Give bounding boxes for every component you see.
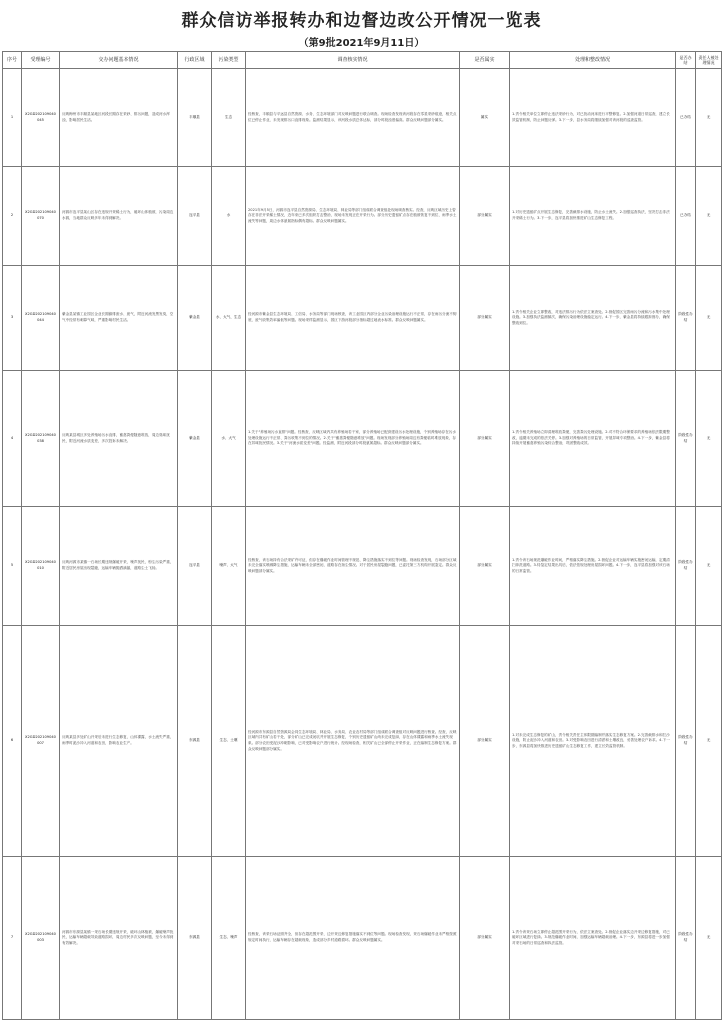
- cell-pollution-type: 噪声、大气: [212, 507, 246, 626]
- cell-closed: 阶段性办结: [676, 507, 696, 626]
- table-row: [3, 167, 722, 266]
- cell-pollution-type: 生态、噪声: [212, 857, 246, 1020]
- header-problem: 交办问题基本情况: [60, 52, 178, 69]
- cell-handling: 1.责令相关企业立即整改，对违法排污行为依法立案查处。2.督促园区完善雨污分流和污水集中处理设施。3.加强执法监测频次，确保污染治理设施稳定运行。4.下一步，紫金县将持续跟踪督办，确保整改到位。: [510, 266, 676, 371]
- cell-seq: 6: [3, 626, 22, 857]
- cell-handling: 1.对未完成生态修复的矿山，责令相关责任主体限期编制并落实生态修复方案。2.完善截排水和拦沙设施，防止泥沙冲入河道和农田。3.对受影响农田进行清淤和土壤改良，妥善处理农户诉求。4.下一步，东源县将加快推进历史遗留矿山生态修复工作，建立长效监管机制。: [510, 626, 676, 857]
- page-title: 群众信访举报转办和边督边改公开情况一览表: [181, 11, 542, 31]
- cell-pollution-type: 水、大气、生态: [212, 266, 246, 371]
- cell-accountability: 无: [696, 266, 722, 371]
- cell-closed: 已办结: [676, 69, 696, 167]
- cell-problem: 反映梅州市丰顺县某地区河段长期存在采砂、排污问题，造成河水浑浊，影响居民生活。: [60, 69, 178, 167]
- cell-closed: 阶段性办结: [676, 857, 696, 1020]
- cell-seq: 4: [3, 371, 22, 507]
- cell-investigation: 2021年9月5日，河源市连平县自然资源局、生态环境局、林业局等部门组成联合调查组赴现场调查核实。经查，反映区域历史上曾存在非法开采稀土情况，近年来已多次组织打击整治，现场未发现正在开采行为。部分历史遗留矿点存在植被恢复不到位、雨季水土流失等问题，周边水体氨氮指标偶有超标。群众反映问题属实。: [246, 167, 460, 266]
- header-case-no: 受理编号: [22, 52, 60, 69]
- cell-case-no: X2GD202109040007: [22, 626, 60, 857]
- cell-verified: 部分属实: [460, 626, 510, 857]
- cell-investigation: 经河源市紫金县生态环境局、工信局、水务局等部门现场核查，该工业园区内部分企业污染治理设施运行不正常，存在雨污分流不彻底、废气收集效率偏低等问题。现场采样监测显示，园区下游河段部分指标超过地表水标准。群众反映问题属实。: [246, 266, 460, 371]
- cell-problem: 反映某县多处矿山开采后未进行生态修复，山体裸露，水土流失严重，雨季时泥沙冲入河道和农田，影响农业生产。: [60, 626, 178, 857]
- cell-pollution-type: 水: [212, 167, 246, 266]
- table-row: [3, 857, 722, 1020]
- cell-handling: 1.责令该采石场立即停止超范围开采行为，依法立案查处。2.督促企业落实边开采边修复措施，对已破坏区域进行复绿。3.规范爆破作业时间，加强运输车辆超载治理。4.下一步，东源县将进一步加强对采石场的日常巡查和执法监管。: [510, 857, 676, 1020]
- cell-closed: 阶段性办结: [676, 266, 696, 371]
- cell-verified: 属实: [460, 69, 510, 167]
- cell-seq: 1: [3, 69, 22, 167]
- table-header-row: [3, 52, 722, 69]
- cell-problem: 河源市东源县某镇一采石场长期违规开采，破坏山林植被，爆破噪声扰民，运输车辆超载导致道路损坏，周边村民多次反映问题，至今未得到有效解决。: [60, 857, 178, 1020]
- cell-pollution-type: 生态、土壤: [212, 626, 246, 857]
- cell-accountability: 无: [696, 857, 722, 1020]
- header-region: 行政区域: [178, 52, 212, 69]
- cell-accountability: 无: [696, 371, 722, 507]
- cell-investigation: 经核查，该石场持有合法采矿许可证，但存在爆破作业时间管理不规范、降尘措施落实不到位等问题。现场检查发现，石场部分区域未完全落实喷淋降尘措施，运输车辆未全部密闭，道路存在扬尘情况。对于居民房屋裂缝问题，已委托第三方机构开展鉴定。群众反映问题部分属实。: [246, 507, 460, 626]
- cell-region: 东源县: [178, 626, 212, 857]
- cell-case-no: X2GD202109040045: [22, 69, 60, 167]
- cell-problem: 反映河源市某镇一石场长期违规爆破开采，噪声扰民，粉尘污染严重，附近居民房屋出现裂缝，运输车辆抛洒滴漏，道路尘土飞扬。: [60, 507, 178, 626]
- cell-handling: 1.责令该石场规范爆破作业时间，严格落实降尘措施。2.督促企业对运输车辆实施密闭运输，定期清扫冲洗道路。3.待鉴定结果出具后，依法依规处理房屋损坏问题。4.下一步，连平县将加强对该石场的日常监管。: [510, 507, 676, 626]
- header-pollution-type: 污染类型: [212, 52, 246, 69]
- cell-accountability: 无: [696, 626, 722, 857]
- report-table: [2, 51, 722, 1020]
- cell-handling: 1.责令相关单位立即停止违法采砂行为，对已扰动河床进行平整修复。2.加强河道日常巡查，建立长效监管机制，防止问题反弹。3.下一步，县水务局将继续加强对该河段的巡查监管。: [510, 69, 676, 167]
- cell-pollution-type: 水、大气: [212, 371, 246, 507]
- header-verified: 是否属实: [460, 52, 510, 69]
- cell-region: 连平县: [178, 507, 212, 626]
- cell-region: 丰顺县: [178, 69, 212, 167]
- cell-case-no: X2GD202109040044: [22, 266, 60, 371]
- cell-investigation: 1.关于"养殖场污水直排"问题。经核查，反映区域内共有养殖场若干家，部分养殖场已配套建设污水处理设施，个别养殖场存在污水处理设施运行不正常、粪污收集不到位的情况。2.关于"畜禽粪便随意堆放"问题。现场发现部分养殖场周边有粪便临时堆放现象，存在异味扰民情况。3.关于"河流水质变差"问题。经监测，附近河段部分时段氨氮超标。群众反映问题部分属实。: [246, 371, 460, 507]
- table-row: [3, 266, 722, 371]
- cell-seq: 3: [3, 266, 22, 371]
- cell-problem: 河源市连平县某山区存在违规开采稀土行为，破坏山体植被，污染周边水源，当地群众反映多年未得到解决。: [60, 167, 178, 266]
- cell-handling: 1.对历史遗留矿点开展生态修复，完善截排水设施，防止水土流失。2.加强巡查执法，坚决打击非法开采稀土行为。3.下一步，连平县将加快推进矿山生态修复工程。: [510, 167, 676, 266]
- cell-closed: 阶段性办结: [676, 626, 696, 857]
- cell-pollution-type: 生态: [212, 69, 246, 167]
- table-row: [3, 371, 722, 507]
- cell-investigation: 经核查，该采石场证照齐全，但存在超范围开采、边开采边修复措施落实不到位等问题。现场检查发现，采石场爆破作业未严格按照规定时间执行，运输车辆存在超载现象，造成部分乡村道路损坏。群众反映问题属实。: [246, 857, 460, 1020]
- cell-accountability: 无: [696, 69, 722, 167]
- cell-region: 紫金县: [178, 266, 212, 371]
- page-subtitle: （第9批2021年9月11日）: [298, 38, 425, 49]
- cell-closed: 阶段性办结: [676, 371, 696, 507]
- cell-case-no: X2GD202109040038: [22, 371, 60, 507]
- header-seq: 序号: [3, 52, 22, 69]
- cell-region: 连平县: [178, 167, 212, 266]
- cell-closed: 已办结: [676, 167, 696, 266]
- cell-verified: 部分属实: [460, 507, 510, 626]
- cell-accountability: 无: [696, 167, 722, 266]
- cell-handling: 1.责令相关养殖场立即清理堆放粪便，完善粪污处理设施。2.对不符合环保要求的养殖场依法限期整改，逾期未完成的依法关停。3.加强对养殖场的日常监管，开展异味专项整治。4.下一步，紫金县将持续开展畜禽养殖污染综合整治，巩固整改成效。: [510, 371, 676, 507]
- cell-verified: 部分属实: [460, 857, 510, 1020]
- cell-verified: 部分属实: [460, 266, 510, 371]
- cell-region: 东源县: [178, 857, 212, 1020]
- cell-seq: 5: [3, 507, 22, 626]
- cell-case-no: X2GD202109040003: [22, 857, 60, 1020]
- cell-verified: 部分属实: [460, 371, 510, 507]
- cell-accountability: 无: [696, 507, 722, 626]
- header-accountability: 责任人被处理情况: [696, 52, 722, 69]
- cell-seq: 2: [3, 167, 22, 266]
- table-row: [3, 507, 722, 626]
- cell-case-no: X2GD202109040070: [22, 167, 60, 266]
- cell-seq: 7: [3, 857, 22, 1020]
- cell-problem: 反映某县城区多处养殖场污水直排，畜禽粪便随意堆放，周边臭味扰民，附近河流水质变差，多次投诉未解决。: [60, 371, 178, 507]
- cell-investigation: 经河源市东源县自然资源局会同生态环境局、林业局、水务局、农业农村局等部门组成联合调查组对反映问题进行核查。经查，反映区域内共有矿山若干处，部分矿山已完成闭坑并开展生态修复，个别历史遗留矿山尚未完成复绿，存在山体裸露和雨季水土流失现象。部分农田受泥沙冲刷影响，已对受影响农户进行统计。经现场检查，相关矿山已全部停止开采作业，正在编制生态修复方案。群众反映问题部分属实。: [246, 626, 460, 857]
- cell-investigation: 经核查，丰顺县与平远县自然资源、水务、生态环境部门对反映问题进行联合调查。现场检查发现该河段存在零星采砂痕迹，相关点位已停止作业，未发现排污口直排现象。监测结果显示，该河段水质总体达标，部分时段浊度偏高。群众反映问题部分属实。: [246, 69, 460, 167]
- header-handling: 处理和整改情况: [510, 52, 676, 69]
- table-row: [3, 69, 722, 167]
- table-row: [3, 626, 722, 857]
- cell-case-no: X2GD202109040010: [22, 507, 60, 626]
- cell-problem: 紫金县某镇工业园区企业长期偷排废水、废气，附近河流发黑发臭，空气中经常有刺鼻气味，严重影响村民生活。: [60, 266, 178, 371]
- header-closed: 是否办结: [676, 52, 696, 69]
- header-investigation: 调查核实情况: [246, 52, 460, 69]
- cell-verified: 部分属实: [460, 167, 510, 266]
- cell-region: 紫金县: [178, 371, 212, 507]
